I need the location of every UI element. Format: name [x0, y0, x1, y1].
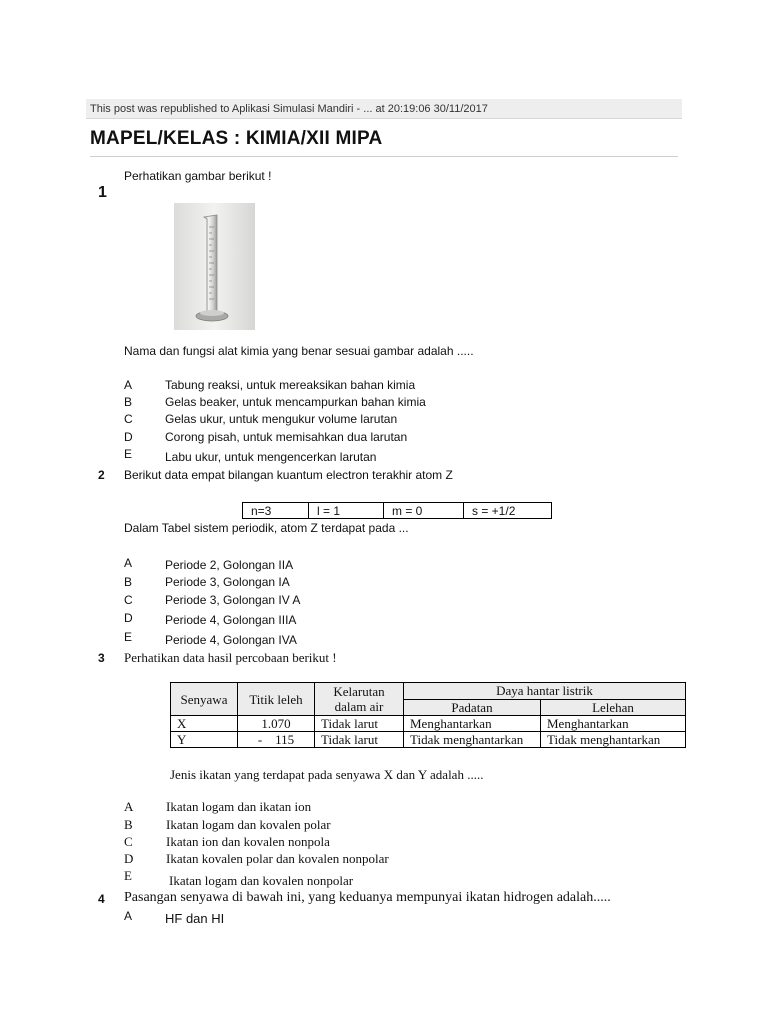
q4-number: 4 [98, 892, 105, 906]
q1-number: 1 [98, 184, 107, 201]
q1-option-d[interactable]: Corong pisah, untuk memisahkan dua larutan [165, 430, 408, 444]
q3-question: Jenis ikatan yang terdapat pada senyawa X dan Y adalah ..... [170, 767, 484, 782]
q2-option-d[interactable]: Periode 4, Golongan IIIA [165, 613, 297, 627]
q2-option-letter-b: B [124, 575, 133, 589]
header-kelarutan-line1: Kelarutan [333, 684, 385, 699]
row-y-lelehan: Tidak menghantarkan [541, 732, 686, 748]
q3-option-b[interactable]: Ikatan logam dan kovalen polar [166, 817, 331, 832]
row-x-titik: 1.070 [238, 716, 315, 732]
quantum-s: s = +1/2 [464, 503, 552, 519]
q2-intro: Berikut data empat bilangan kuantum electron terakhir atom Z [124, 468, 453, 482]
q1-question: Nama dan fungsi alat kimia yang benar sesuai gambar adalah ..... [124, 344, 474, 358]
quantum-m: m = 0 [384, 503, 464, 519]
header-kelarutan [315, 683, 404, 716]
q1-option-letter-b: B [124, 395, 133, 409]
quantum-number-table [242, 502, 552, 519]
q2-option-a[interactable]: Periode 2, Golongan IIA [165, 558, 294, 572]
q2-number: 2 [98, 468, 105, 482]
q3-option-a[interactable]: Ikatan logam dan ikatan ion [166, 799, 312, 814]
row-x-senyawa: X [171, 716, 238, 732]
q1-option-b[interactable]: Gelas beaker, untuk mencampurkan bahan kimia [165, 395, 426, 409]
q2-option-letter-e: E [124, 630, 133, 644]
header-daya-hantar: Daya hantar listrik [404, 683, 686, 700]
q1-option-letter-c: C [124, 412, 133, 426]
table-row [171, 732, 686, 748]
q1-option-c[interactable]: Gelas ukur, untuk mengukur volume larutan [165, 412, 398, 426]
q3-option-d[interactable]: Ikatan kovalen polar dan kovalen nonpolar [166, 851, 389, 866]
row-y-padatan: Tidak menghantarkan [404, 732, 541, 748]
q1-option-e[interactable]: Labu ukur, untuk mengencerkan larutan [165, 450, 377, 464]
header-kelarutan-line2: dalam air [334, 699, 384, 714]
republish-banner: This post was republished to Aplikasi Simulasi Mandiri - ... at 20:19:06 30/11/2017 [86, 99, 682, 119]
q2-option-letter-c: C [124, 593, 133, 607]
header-titik-leleh: Titik leleh [238, 683, 315, 716]
q3-intro: Perhatikan data hasil percobaan berikut ! [124, 650, 337, 665]
q4-option-a[interactable]: HF dan HI [165, 911, 225, 926]
quantum-l: l = 1 [309, 503, 384, 519]
q2-option-e[interactable]: Periode 4, Golongan IVA [165, 633, 297, 647]
graduated-cylinder-image [174, 203, 255, 330]
header-lelehan: Lelehan [541, 699, 686, 716]
q3-option-letter-d: D [124, 851, 134, 866]
q1-option-a[interactable]: Tabung reaksi, untuk mereaksikan bahan kimia [165, 378, 416, 392]
row-y-titik: - 115 [238, 732, 315, 748]
q1-option-letter-e: E [124, 447, 133, 461]
row-x-padatan: Menghantarkan [404, 716, 541, 732]
table-row [171, 716, 686, 732]
q2-option-letter-a: A [124, 556, 133, 570]
row-y-senyawa: Y [171, 732, 238, 748]
q2-option-letter-d: D [124, 611, 133, 625]
row-x-lelehan: Menghantarkan [541, 716, 686, 732]
q3-number: 3 [98, 651, 105, 665]
title-divider [90, 156, 678, 157]
q3-option-letter-c: C [124, 834, 133, 849]
q2-option-c[interactable]: Periode 3, Golongan IV A [165, 593, 301, 607]
q1-option-letter-a: A [124, 378, 133, 392]
experiment-data-table [170, 682, 686, 748]
page-title: MAPEL/KELAS : KIMIA/XII MIPA [90, 128, 383, 149]
q3-option-c[interactable]: Ikatan ion dan kovalen nonpola [166, 834, 330, 849]
q3-option-letter-b: B [124, 817, 133, 832]
q3-option-letter-e: E [124, 868, 132, 883]
q4-option-letter-a: A [124, 909, 133, 923]
q2-question: Dalam Tabel sistem periodik, atom Z terdapat pada ... [124, 521, 409, 535]
q3-option-e[interactable]: Ikatan logam dan kovalen nonpolar [169, 873, 354, 888]
quantum-n: n=3 [243, 503, 309, 519]
q1-option-letter-d: D [124, 430, 133, 444]
q4-intro: Pasangan senyawa di bawah ini, yang keduanya mempunyai ikatan hidrogen adalah..... [124, 890, 611, 905]
row-y-kelarutan: Tidak larut [315, 732, 404, 748]
q3-option-letter-a: A [124, 799, 134, 814]
q1-intro: Perhatikan gambar berikut ! [124, 169, 272, 183]
row-x-kelarutan: Tidak larut [315, 716, 404, 732]
q2-option-b[interactable]: Periode 3, Golongan IA [165, 575, 290, 589]
header-padatan: Padatan [404, 699, 541, 716]
header-senyawa: Senyawa [171, 683, 238, 716]
